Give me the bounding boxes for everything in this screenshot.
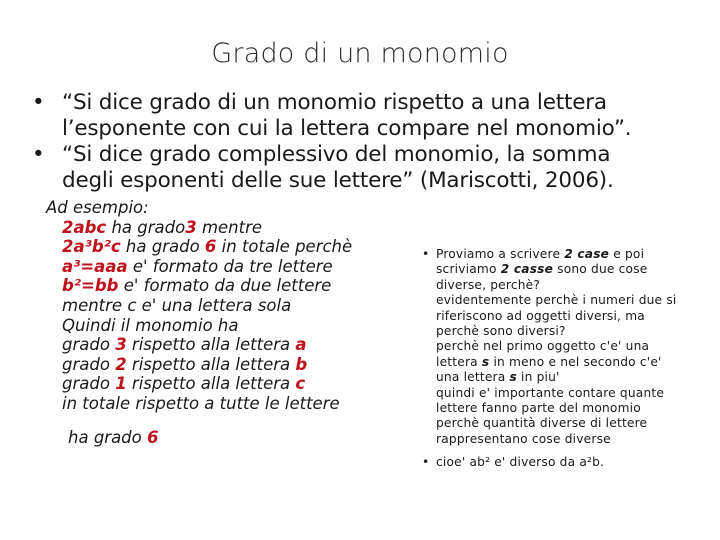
note-line: evidentemente perchè i numeri due si bbox=[436, 293, 677, 308]
definition-line: “Si dice grado di un monomio rispetto a una lettera bbox=[62, 90, 607, 115]
text: ha grado bbox=[120, 237, 205, 257]
text: grado bbox=[62, 335, 116, 355]
power-expansion: b²=bb bbox=[62, 276, 119, 296]
power-expansion: a³=aaa bbox=[62, 256, 128, 276]
text: grado bbox=[62, 374, 116, 394]
note-bullet bbox=[422, 455, 707, 470]
definitions-list bbox=[30, 90, 700, 194]
slide-title: Grado di un monomio bbox=[211, 38, 509, 69]
example-line bbox=[62, 374, 406, 394]
note-line: perchè quantità diverse di lettere bbox=[436, 416, 648, 431]
note-line: perchè sono diversi? bbox=[436, 324, 566, 339]
emphasis: s bbox=[481, 354, 490, 369]
example-line bbox=[62, 276, 406, 296]
text: in totale perchè bbox=[216, 237, 353, 257]
degree-value: 6 bbox=[204, 237, 217, 257]
note-line bbox=[436, 262, 707, 277]
text: in piu' bbox=[516, 370, 560, 385]
example-block bbox=[46, 198, 406, 447]
note-line bbox=[436, 355, 707, 370]
degree-value: 2 bbox=[115, 354, 127, 374]
note-line: cioe' ab² e' diverso da a²b. bbox=[436, 455, 605, 470]
note-line: riferiscono ad oggetti diversi, ma bbox=[436, 308, 645, 323]
note-bullet bbox=[422, 247, 707, 447]
example-line: mentre c e' una lettera sola bbox=[62, 295, 292, 315]
note-line: perchè nel primo oggetto c'e' una bbox=[436, 339, 650, 354]
example-line: Quindi il monomio ha bbox=[62, 315, 239, 335]
definition-line: “Si dice grado complessivo del monomio, la somma bbox=[62, 142, 611, 167]
degree-value: 1 bbox=[115, 374, 127, 394]
example-intro: Ad esempio: bbox=[46, 198, 149, 217]
letter: c bbox=[295, 374, 306, 394]
example-line bbox=[68, 428, 406, 448]
text: mentre bbox=[196, 217, 263, 237]
note-line: diverse, perchè? bbox=[436, 277, 541, 292]
bullet-dot: • bbox=[32, 142, 45, 167]
text: ha grado bbox=[106, 217, 186, 237]
text: rispetto alla lettera bbox=[126, 335, 296, 355]
degree-value: 6 bbox=[147, 427, 159, 447]
example-line bbox=[62, 335, 406, 355]
bullet-dot: • bbox=[422, 247, 430, 261]
definition-bullet bbox=[30, 90, 700, 142]
text: sono due cose bbox=[553, 262, 648, 277]
example-line bbox=[62, 355, 406, 375]
bullet-dot: • bbox=[32, 90, 45, 115]
text: e' formato da due lettere bbox=[118, 276, 332, 296]
letter: a bbox=[295, 335, 307, 355]
definition-line: degli esponenti delle sue lettere” (Mariscotti, 2006). bbox=[62, 168, 614, 193]
definition-bullet bbox=[30, 142, 700, 194]
example-line: in totale rispetto a tutte le lettere bbox=[62, 393, 340, 413]
text: scriviamo bbox=[436, 262, 501, 277]
note-line: quindi e' importante contare quante bbox=[436, 385, 665, 400]
example-line bbox=[62, 218, 406, 238]
text: lettera bbox=[436, 354, 482, 369]
text: e poi bbox=[609, 247, 645, 261]
text: grado bbox=[62, 354, 116, 374]
text: in meno e nel secondo c'e' bbox=[489, 354, 662, 369]
text: e' formato da tre lettere bbox=[127, 256, 333, 276]
definition-line: l’esponente con cui la lettera compare nel monomio”. bbox=[62, 116, 632, 141]
monomial: 2abc bbox=[62, 217, 107, 237]
note-line bbox=[436, 370, 707, 385]
example-line bbox=[62, 237, 406, 257]
text: ha grado bbox=[68, 427, 147, 447]
emphasis: s bbox=[509, 370, 517, 385]
monomial: 2a³b²c bbox=[62, 237, 121, 257]
example-line bbox=[62, 257, 406, 277]
text: Proviamo a scrivere bbox=[436, 247, 565, 261]
letter: b bbox=[295, 354, 308, 374]
bullet-dot: • bbox=[422, 455, 430, 470]
note-line: rappresentano cose diverse bbox=[436, 431, 611, 446]
notes-block bbox=[422, 247, 707, 471]
emphasis: 2 casse bbox=[500, 262, 554, 277]
text: rispetto alla lettera bbox=[126, 354, 296, 374]
text: una lettera bbox=[436, 370, 510, 385]
note-line bbox=[436, 247, 707, 262]
emphasis: 2 case bbox=[564, 247, 610, 261]
degree-value: 3 bbox=[185, 217, 197, 237]
text: rispetto alla lettera bbox=[126, 374, 296, 394]
degree-value: 3 bbox=[115, 335, 127, 355]
note-line: lettere fanno parte del monomio bbox=[436, 401, 641, 416]
